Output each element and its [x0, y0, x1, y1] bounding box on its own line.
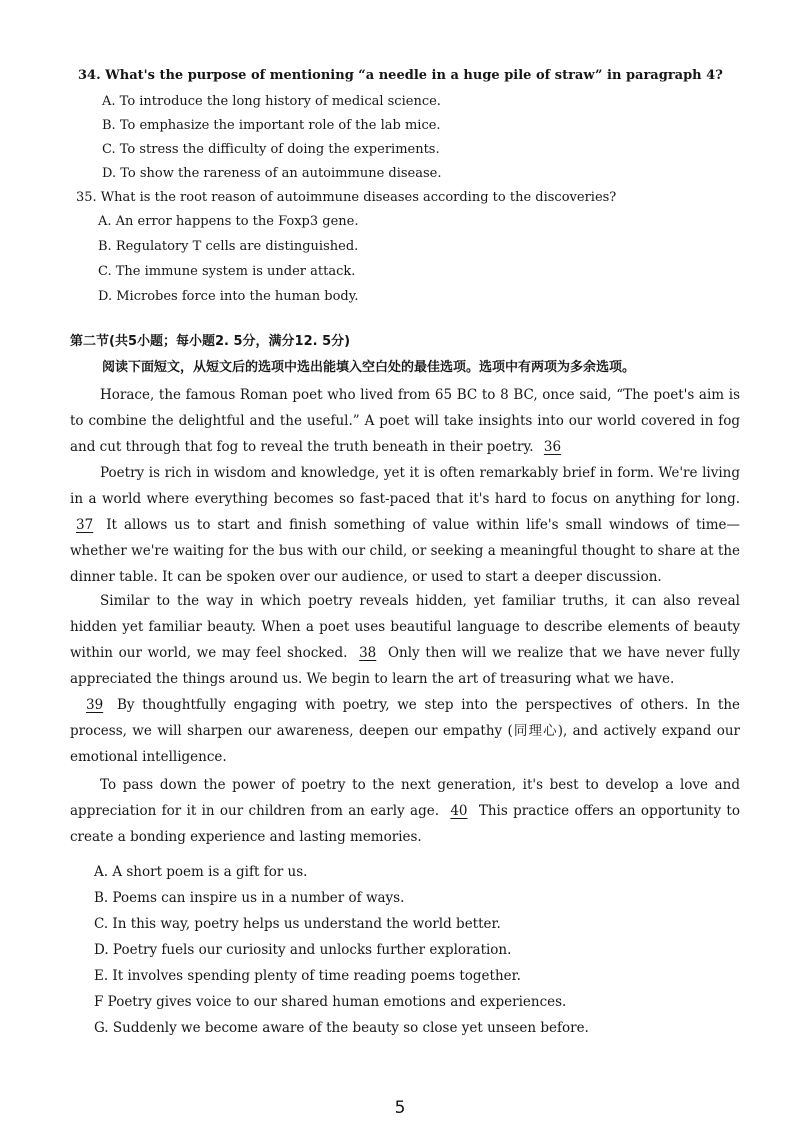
page-number: 5 — [394, 1098, 406, 1118]
blank-40: 40 — [450, 803, 468, 819]
question-35-stem: 35. What is the root reason of autoimmune diseases according to the discoveries? — [76, 190, 617, 205]
question-34-option-b: B. To emphasize the important role of the lab mice. — [102, 118, 441, 133]
passage-paragraph-1 — [70, 382, 740, 460]
blank-38: 38 — [359, 645, 377, 661]
answer-option-e: E. It involves spending plenty of time reading poems together. — [94, 968, 521, 984]
answer-option-g: G. Suddenly we become aware of the beauty so close yet unseen before. — [94, 1020, 589, 1036]
paragraph-text: Poetry is rich in wisdom and knowledge, yet it is often remarkably brief in form. We're living in a world where everything becomes so fast-paced that it's hard to focus on anything for long. — [70, 465, 740, 507]
paragraph-text: By thoughtfully engaging with poetry, we step into the perspectives of others. In the process, we will sharpen our awareness, deepen our empathy (同理心), and actively expand our emotional intelligence. — [70, 697, 741, 765]
answer-option-f: F Poetry gives voice to our shared human emotions and experiences. — [94, 994, 567, 1010]
passage-paragraph-2 — [70, 460, 740, 590]
answer-option-a: A. A short poem is a gift for us. — [94, 864, 308, 880]
passage-paragraph-4 — [70, 692, 740, 770]
paragraph-text: Horace, the famous Roman poet who lived from 65 BC to 8 BC, once said, “The poet's aim is to combine the delightful and the useful.” A poet will take insights into our world covered in fog and cut through that fog to reveal the truth beneath in their poetry. — [70, 387, 740, 455]
blank-36: 36 — [543, 439, 562, 455]
paragraph-text: It allows us to start and finish something of value within life's small windows of time—whether we're waiting for the bus with our child, or seeking a meaningful thought to share at the dinner table. It can be spoken over our audience, or used to start a deeper discussion. — [70, 517, 740, 585]
paragraph-text: This practice offers an opportunity to create a bonding experience and lasting memories. — [70, 803, 740, 845]
question-35-option-d: D. Microbes force into the human body. — [98, 289, 359, 304]
question-34-option-c: C. To stress the difficulty of doing the experiments. — [102, 142, 440, 157]
paragraph-text: To pass down the power of poetry to the next generation, it's best to develop a love and appreciation for it in our children from an early age. — [70, 777, 740, 819]
answer-option-b: B. Poems can inspire us in a number of ways. — [94, 890, 405, 906]
section-heading: 第二节(共5小题；每小题2. 5分，满分12. 5分) — [70, 334, 351, 349]
blank-37: 37 — [76, 517, 94, 533]
blank-39: 39 — [86, 697, 104, 713]
paragraph-text: Similar to the way in which poetry reveals hidden, yet familiar truths, it can also reveal hidden yet familiar beauty. When a poet uses beautiful language to describe elements of beauty within our world, we may feel shocked. — [70, 593, 740, 661]
question-34-option-a: A. To introduce the long history of medical science. — [102, 94, 441, 109]
passage-paragraph-5 — [70, 772, 740, 850]
question-35-option-a: A. An error happens to the Foxp3 gene. — [98, 214, 359, 229]
question-34-option-d: D. To show the rareness of an autoimmune disease. — [102, 166, 442, 181]
question-34-stem: 34. What's the purpose of mentioning “a needle in a huge pile of straw” in paragraph 4? — [78, 68, 723, 83]
section-instruction: 阅读下面短文，从短文后的选项中选出能填入空白处的最佳选项。选项中有两项为多余选项。 — [102, 360, 636, 375]
question-35-option-c: C. The immune system is under attack. — [98, 264, 356, 279]
answer-option-c: C. In this way, poetry helps us understand the world better. — [94, 916, 501, 932]
paragraph-text: Only then will we realize that we have never fully appreciated the things around us. We begin to learn the art of treasuring what we have. — [70, 645, 740, 687]
answer-option-d: D. Poetry fuels our curiosity and unlocks further exploration. — [94, 942, 512, 958]
passage-paragraph-3 — [70, 588, 740, 692]
question-35-option-b: B. Regulatory T cells are distinguished. — [98, 239, 359, 254]
